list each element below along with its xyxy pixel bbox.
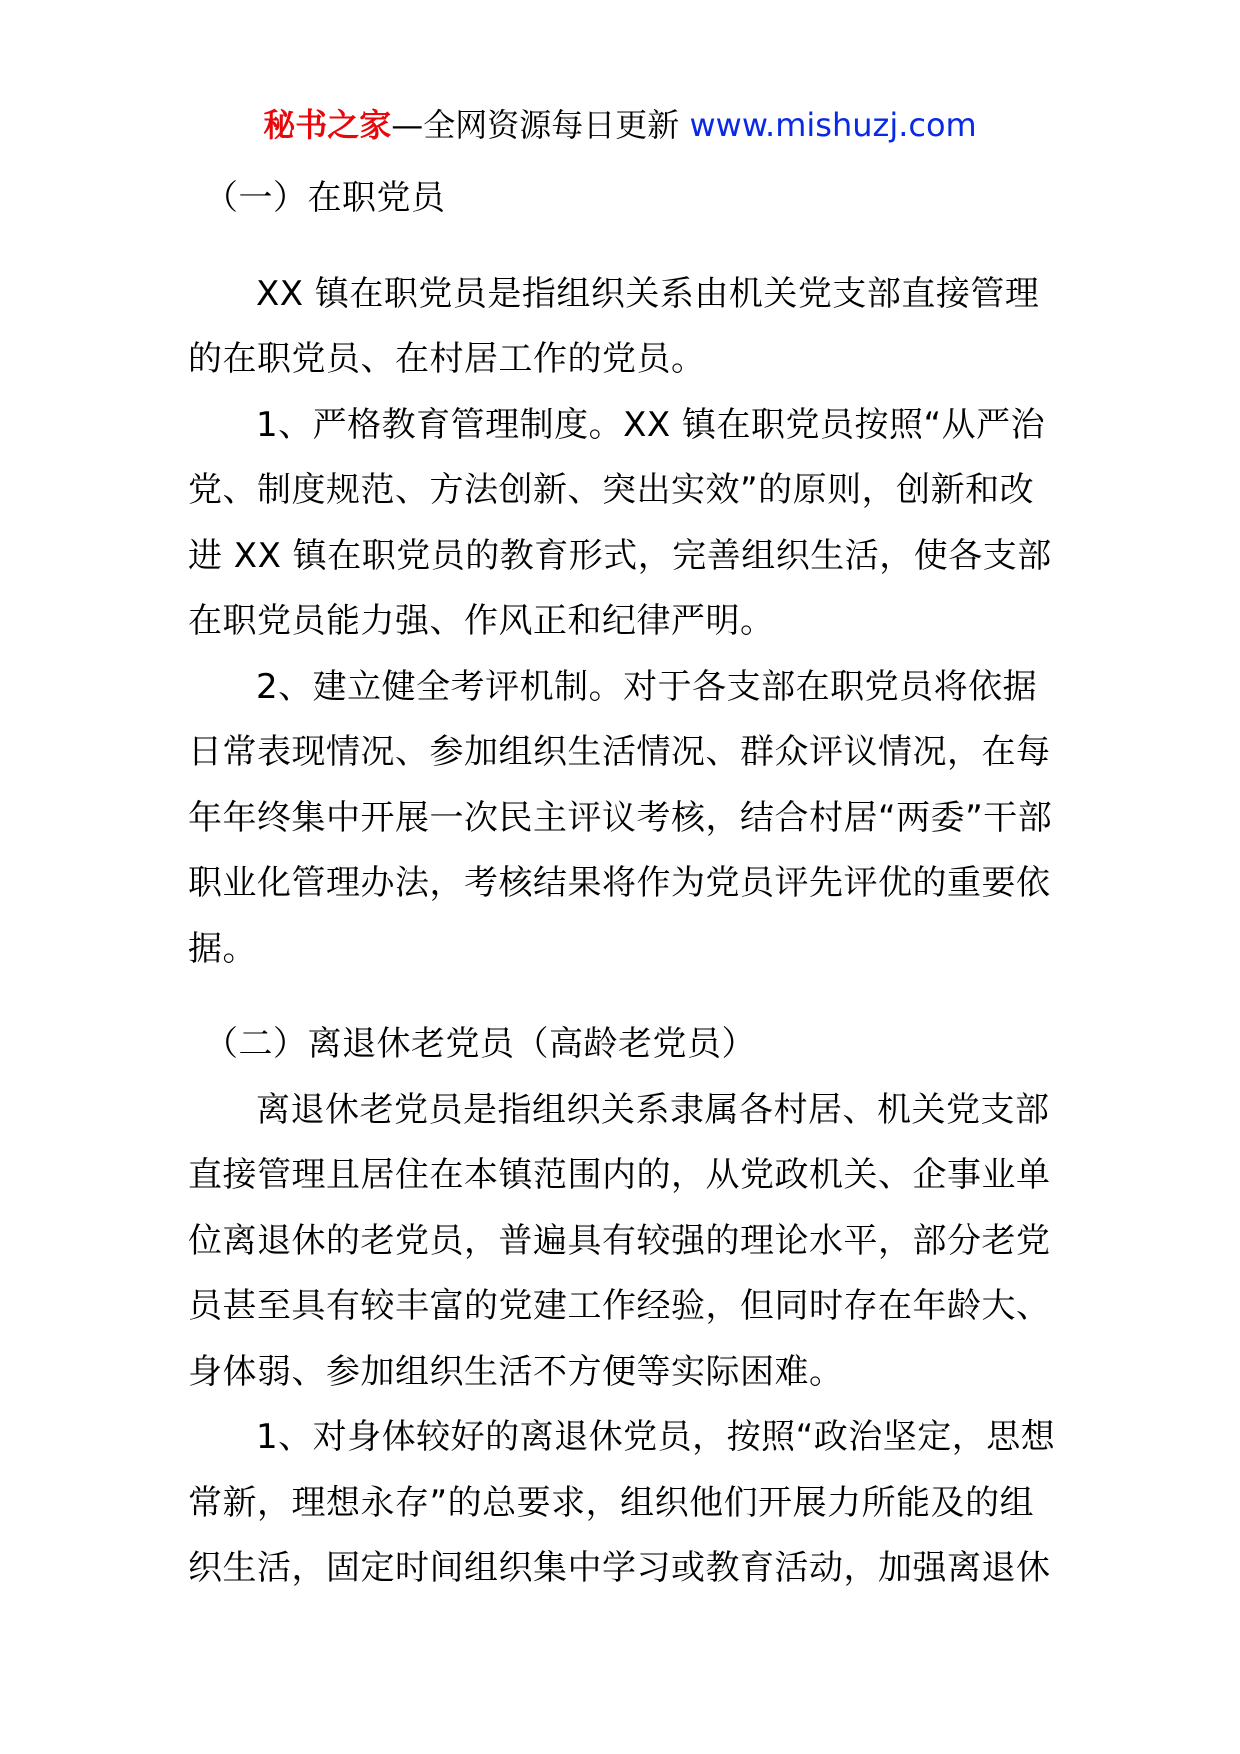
section2-intro-paragraph: 离退休老党员是指组织关系隶属各村居、机关党支部直接管理且居住在本镇范围内的，从党政机关、企事业单位离退休的老党员，普遍具有较强的理论水平，部分老党员甚至具有较丰富的党建工作经验，但同时存在年龄大、身体弱、参加组织生活不方便等实际困难。 — [188, 1089, 1051, 1392]
brand-name: 秘书之家 — [263, 106, 392, 144]
section1-item2-paragraph: 2、建立健全考评机制。对于各支部在职党员将依据日常表现情况、参加组织生活情况、群众评议情况，在每年年终集中开展一次民主评议考核，结合村居“两委”干部职业化管理办法，考核结果将作为党员评先评优的重要依据。 — [188, 666, 1053, 969]
section1-item1-paragraph: 1、严格教育管理制度。XX 镇在职党员按照“从严治党、制度规范、方法创新、突出实效”的原则，创新和改进 XX 镇在职党员的教育形式，完善组织生活，使各支部在职党员能力强、作风正和纪律严明。 — [188, 404, 1052, 641]
site-url-link[interactable]: www.mishuzj.com — [689, 106, 977, 144]
site-header — [0, 103, 1240, 147]
section1-intro-paragraph: XX 镇在职党员是指组织关系由机关党支部直接管理的在职党员、在村居工作的党员。 — [188, 273, 1040, 379]
header-tagline: —全网资源每日更新 — [391, 106, 680, 144]
section2-item1-paragraph: 1、对身体较好的离退休党员，按照“政治坚定，思想常新，理想永存”的总要求，组织他们开展力所能及的组织生活，固定时间组织集中学习或教育活动，加强离退休 — [188, 1417, 1056, 1588]
paragraph-gap — [188, 982, 1068, 1012]
section-heading-incumbent-members: （一）在职党员 — [204, 178, 446, 218]
paragraph-gap — [188, 232, 1068, 262]
document-body — [188, 166, 1068, 1602]
section-heading-retired-members: （二）离退休老党员（高龄老党员） — [204, 1024, 756, 1064]
